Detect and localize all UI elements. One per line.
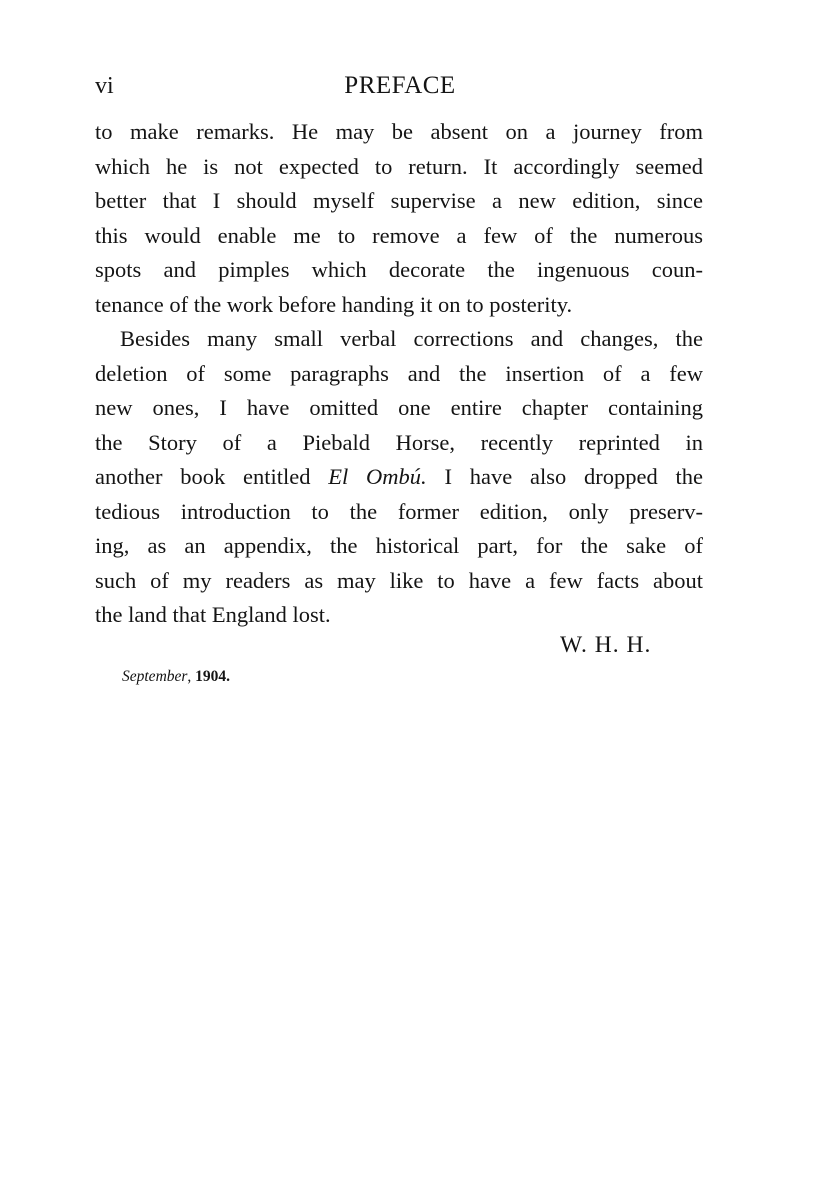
text-line: spots and pimples which decorate the ingenuous coun-	[95, 257, 703, 282]
text-line: Besides many small verbal corrections and changes, the	[120, 326, 703, 351]
book-title: El Ombú.	[328, 464, 427, 489]
date-separator: ,	[187, 668, 192, 685]
text-line: new ones, I have omitted one entire chapter containing	[95, 395, 703, 420]
text-line: the Story of a Piebald Horse, recently reprinted in	[95, 429, 703, 455]
text-line: this would enable me to remove a few of the numerous	[95, 222, 703, 248]
author-signature: W. H. H.	[560, 632, 652, 658]
text-line-with-title	[95, 460, 703, 495]
text-line: tenance of the work before handing it on to posterity.	[95, 291, 573, 317]
paragraph-continued	[95, 115, 703, 322]
text-fragment: I have also dropped the	[426, 464, 703, 489]
text-line: better that I should myself supervise a new edition, since	[95, 188, 703, 213]
page-header	[95, 70, 705, 102]
text-line: which he is not expected to return. It accordingly seemed	[95, 153, 703, 179]
running-head: PREFACE	[344, 72, 456, 99]
page-number: vi	[95, 73, 114, 99]
text-line: ing, as an appendix, the historical part, for the sake of	[95, 533, 703, 558]
preface-date	[122, 664, 230, 690]
date-year: 1904.	[195, 668, 231, 685]
body-text	[95, 115, 703, 633]
text-line: tedious introduction to the former edition, only preserv-	[95, 498, 703, 524]
text-line: deletion of some paragraphs and the insertion of a few	[95, 360, 703, 386]
paragraph-besides	[95, 322, 703, 633]
text-line: the land that England lost.	[95, 602, 331, 627]
date-month: September	[122, 668, 188, 685]
text-line: such of my readers as may like to have a few facts about	[95, 567, 703, 593]
text-fragment: another book entitled	[95, 464, 329, 489]
text-line: to make remarks. He may be absent on a journey from	[95, 119, 703, 144]
